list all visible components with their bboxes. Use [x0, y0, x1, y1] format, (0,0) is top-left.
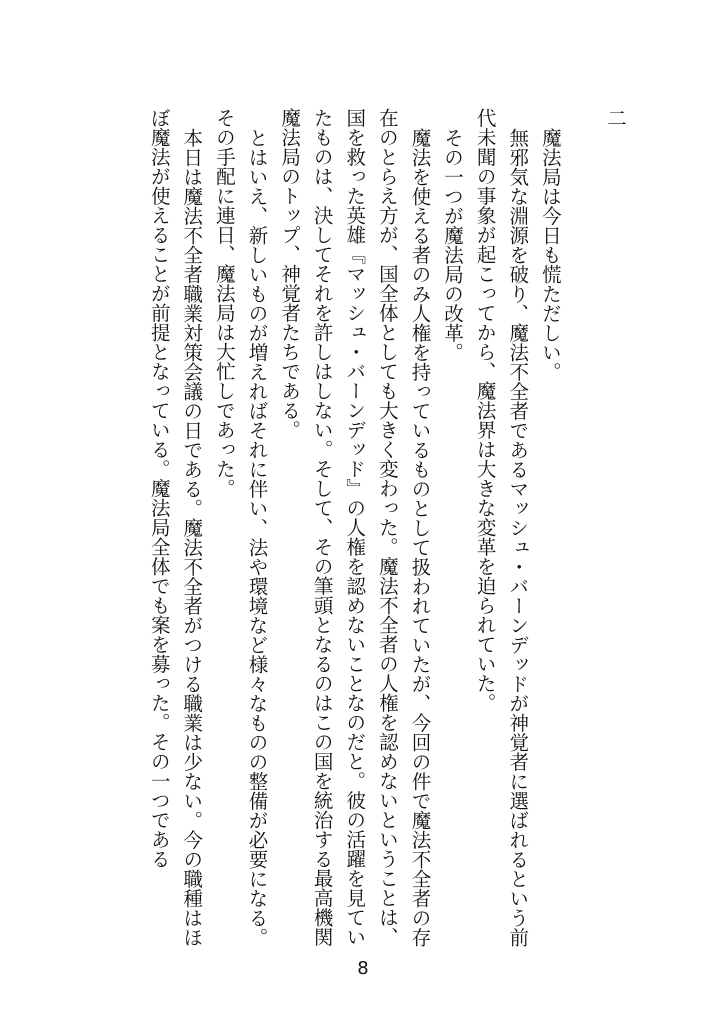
chapter-heading: 二 [604, 108, 627, 128]
paragraph: その一つが魔法局の改革。 [441, 127, 465, 362]
vertical-text-body [142, 108, 631, 948]
paragraph: とはいえ、新しいものが増えればそれに伴い、法や環境など様々なものの整備が必要になる。その手配に連日、魔法局は大忙しであった。 [212, 108, 269, 947]
paragraph: 魔法局は今日も慌ただしい。 [538, 127, 562, 381]
paragraph: 魔法を使える者のみ人権を持っているものとして扱われていたが、今回の件で魔法不全者の存在のとらえ方が、国全体としても大きく変わった。魔法不全者の人権を認めないということは、国を救った英雄『マッシュ・バーンデッド』の人権を認めないことなのだと。彼の活躍を見ていたものは、決してそれを許しはしない。そして、その筆頭となるのはこの国を統治する最高機関魔法局のトップ、神覚者たちである。 [278, 108, 432, 947]
paragraph: 無邪気な淵源を破り、魔法不全者であるマッシュ・バーンデッドが神覚者に選ばれるという前代未聞の事象が起こってから、魔法界は大きな変革を迫られていた。 [473, 108, 530, 947]
page-number: 8 [357, 958, 369, 979]
paragraph: 本日は魔法不全者職業対策会議の日である。魔法不全者がつける職業は少ない。今の職種はほぼ魔法が使えることが前提となっている。魔法局全体でも案を募った。その一つである [147, 108, 204, 947]
